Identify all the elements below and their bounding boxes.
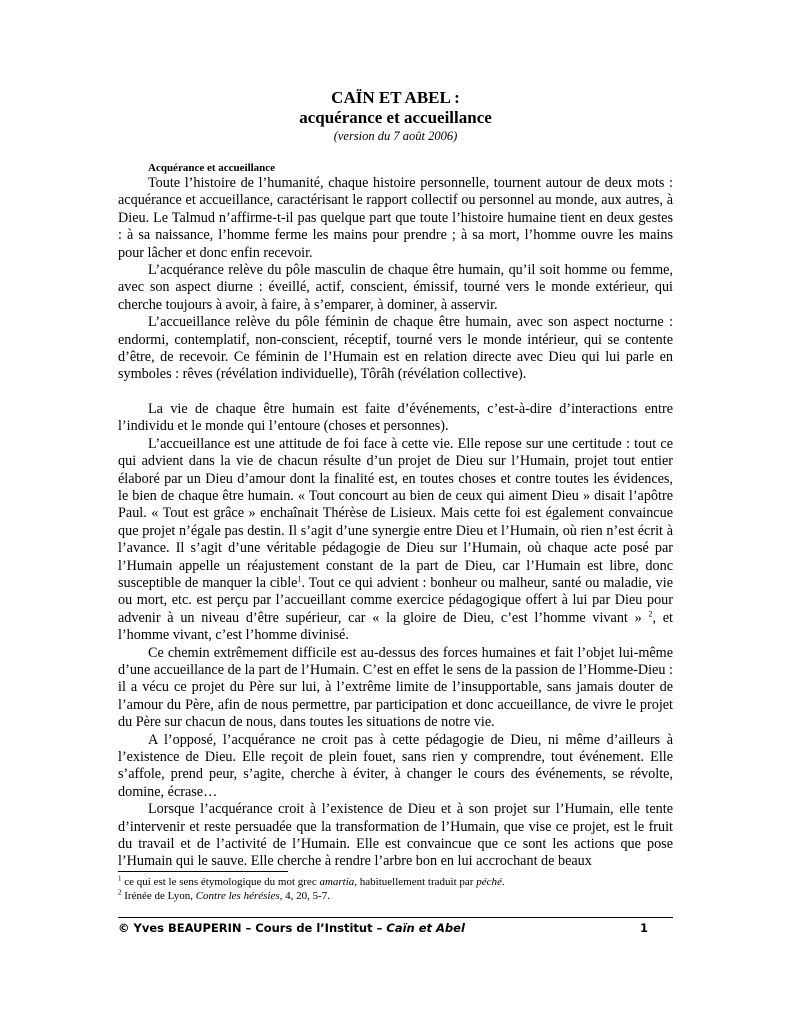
document-body: [118, 161, 673, 871]
footnote-1-text: ce qui est le sens étymologique du mot grec: [121, 876, 320, 888]
document-title: CAÏN ET ABEL :: [331, 88, 460, 107]
footnotes: [118, 871, 673, 903]
paragraph-3: L’accueillance relève du pôle féminin de chaque être humain, avec son aspect nocturne : endormi, contemplatif, non-conscient, réceptif, tourné vers le monde intérieur, qui se contente d’être, de recevoir. Ce féminin de l’Humain est en relation directe avec Dieu qui lui parle en symboles : rêves (révélation individuelle), Tôrâh (révélation collective).: [118, 314, 673, 383]
footnote-ref-2[interactable]: 2: [648, 609, 653, 619]
footnote-1-translation: péché: [476, 876, 502, 888]
footnote-ref-1[interactable]: 1: [297, 574, 302, 584]
footer-course-title: Caïn et Abel: [386, 921, 465, 935]
section-heading: Acquérance et accueillance: [148, 162, 276, 174]
paragraph-8: Lorsque l’acquérance croit à l’existence de Dieu et à son projet sur l’Humain, elle tente d’intervenir et reste persuadée que la transformation de l’Humain, que vise ce projet, est le fruit du travail et de l’activité de l’Humain. Elle est convaincue que ce sont les actions que pose l’Humain qui le sauve. Elle cherche à rendre l’arbre bon en lui accrochant de beaux: [118, 801, 673, 870]
paragraph-5: [118, 436, 673, 645]
footnote-1-greek-word: amartia: [319, 876, 355, 888]
footnote-1-end: .: [501, 876, 505, 888]
paragraph-2: L’acquérance relève du pôle masculin de chaque être humain, qu’il soit homme ou femme, avec son aspect diurne : éveillé, actif, conscient, émissif, tourné vers le monde extérieur, qui cherche toujours à avoir, à faire, à s’emparer, à dominer, à asservir.: [118, 262, 673, 313]
footnote-2: [118, 887, 673, 904]
footnote-2-reference: 4, 20, 5-7.: [282, 889, 331, 902]
paragraph-5-part-c: , et l’homme vivant, c’est l’homme divinisé.: [118, 609, 673, 644]
page-header: [118, 88, 673, 144]
version-note: (version du 7 août 2006): [333, 129, 458, 143]
footnote-1-text-2: , habituellement traduit par: [354, 876, 477, 888]
paragraph-1: Toute l’histoire de l’humanité, chaque histoire personnelle, tournent autour de deux mots : acquérance et accueillance, caractérisant le rapport collectif ou personnel au monde, aux autres, à Dieu. Le Talmud n’affirme-t-il pas quelque part que toute l’histoire humaine tient en deux gestes : à sa naissance, l’homme ferme les mains pour prendre ; à sa mort, l’homme ouvre les mains pour lâcher et donc enfin recevoir.: [118, 175, 673, 261]
document-subtitle: acquérance et accueillance: [299, 108, 492, 127]
footnote-2-number: 2: [118, 887, 122, 896]
footer-credit-text: © Yves BEAUPERIN – Cours de l’Institut –: [118, 921, 387, 935]
footnote-2-text: Irénée de Lyon,: [121, 889, 196, 902]
footer-credit: [118, 921, 465, 935]
footnote-divider: [118, 871, 288, 872]
paragraph-6: Ce chemin extrêmement difficile est au-dessus des forces humaines et fait l’objet lui-même d’une accueillance de la part de l’Humain. C’est en effet le sens de la passion de l’Homme-Dieu : il a vécu ce projet du Père sur lui, à l’extrême limite de l’insupportable, sans jamais douter de l’amour du Père, afin de nous permettre, par participation et donc accueillance, de vivre le projet du Père sur chacun de nous, dans toutes les situations de notre vie.: [118, 644, 673, 731]
page-footer: [118, 917, 673, 935]
page-number: 1: [639, 921, 648, 935]
footnote-1: [118, 876, 673, 890]
paragraph-5-part-a: L’accueillance est une attitude de foi face à cette vie. Elle repose sur une certitude : tout ce qui advient dans la vie de chacun résulte d’un projet de Dieu sur l’Humain, projet tout entier élaboré par un Dieu d’amour dont la finalité est, en toutes choses et contre toutes les évidences, le bien de chaque être humain. « Tout concourt au bien de ceux qui aiment Dieu » disait l’apôtre Paul. « Tout est grâce » enchaînait Thérèse de Lisieux. Mais cette foi est également convaincue que projet n’égale pas destin. Il s’agit d’une synergie entre Dieu et l’Humain, où rien n’est écrit à l’avance. Il s’agit d’une véritable pédagogie de Dieu sur l’Humain, où chaque acte posé par l’Humain appelle un réajustement constant de la part de Dieu, car l’Humain est libre, donc susceptible de manquer la cible: [118, 435, 673, 591]
paragraph-7: A l’opposé, l’acquérance ne croit pas à cette pédagogie de Dieu, ni même d’ailleurs à l’existence de Dieu. Elle reçoit de plein fouet, sans rien y comprendre, tout événement. Elle s’affole, prend peur, s’agite, cherche à éviter, à changer le cours des événements, se révolte, domine, écrase…: [118, 731, 673, 800]
footnote-2-work-title: Contre les hérésies,: [195, 889, 283, 902]
paragraph-4: La vie de chaque être humain est faite d’événements, c’est-à-dire d’interactions entre l’individu et le monde qui l’entoure (choses et personnes).: [118, 400, 673, 435]
paragraph-5-part-b: . Tout ce qui advient : bonheur ou malheur, santé ou maladie, vie ou mort, etc. est perçu par l’accueillant comme exercice pédagogique offert à lui par Dieu pour advenir à un niveau d’être supérieur, car « la gloire de Dieu, c’est l’homme vivant »: [118, 574, 673, 626]
footnote-1-number: 1: [118, 874, 122, 883]
